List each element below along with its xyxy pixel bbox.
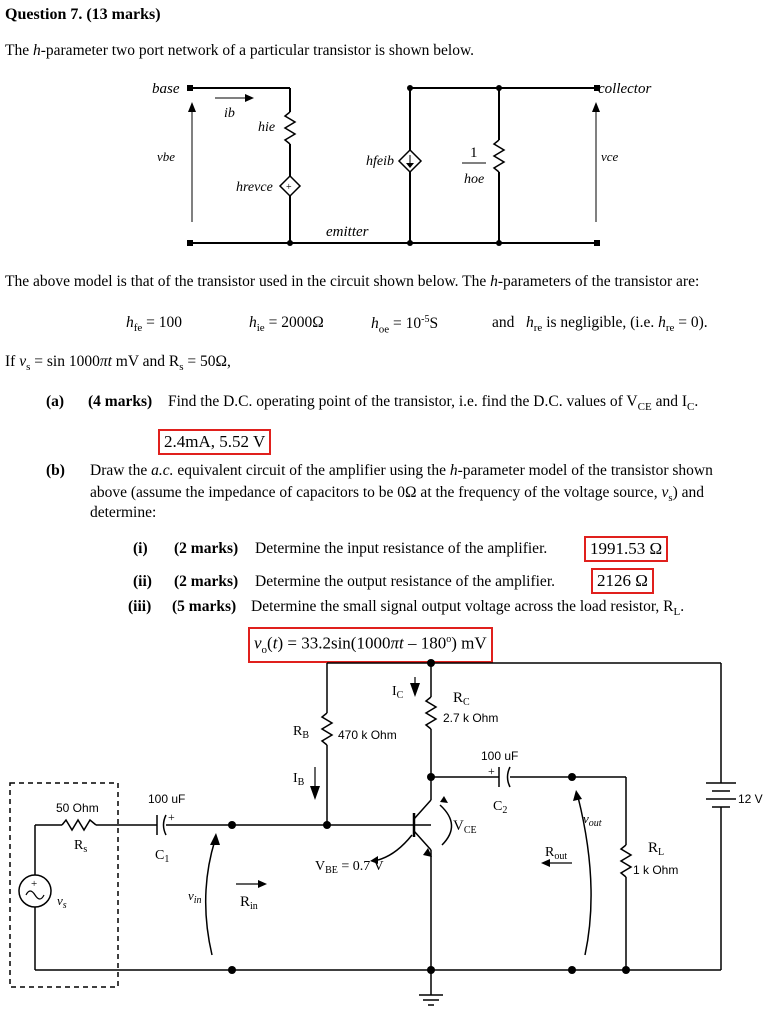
model-text: The above model is that of the transistor used in the circuit shown below. The h-parameters of the transistor are:: [5, 273, 700, 290]
rc-label: $R_C$: [453, 690, 470, 708]
item-iii-marks: (5 marks): [172, 598, 237, 615]
base-label: base: [152, 81, 180, 97]
param-hre: and $h_{re}$ is negligible, (i.e. $h_{re} = 0$).: [492, 314, 708, 335]
item-iii-answer: $v_o(t) = 33.2\sin(1000\pi t - 180^o)$ mV: [248, 627, 493, 663]
item-i-num: (i): [133, 540, 148, 557]
part-b-text-2: above (assume the impedance of capacitors to be 0Ω at the frequency of the voltage source, $v_s$) and: [90, 484, 705, 505]
item-ii-num: (ii): [133, 573, 152, 590]
vce-label: vce: [601, 149, 619, 164]
item-ii-answer: 2126 Ω: [591, 568, 654, 594]
part-b-text-3: determine:: [90, 504, 157, 521]
item-iii-text: Determine the small signal output voltage across the load resistor, $R_L$.: [251, 598, 685, 619]
part-a-label: (a): [46, 393, 65, 410]
question-heading: Question 7. (13 marks): [5, 6, 161, 23]
rs-value-label: 50 Ohm: [56, 801, 99, 815]
rl-label: $R_L$: [648, 840, 665, 858]
source-line: If $v_s = \sin 1000\pi t$ mV and $R_s = 50\Omega$,: [5, 353, 231, 374]
rout-label: $R_{out}$: [545, 845, 568, 862]
ib-label: ib: [224, 106, 235, 121]
vs-label: $v_s$: [57, 893, 67, 911]
rb-value-label: 470 k Ohm: [338, 728, 397, 742]
svg-text:+: +: [488, 764, 495, 778]
rin-label: $R_{in}$: [240, 894, 258, 912]
item-i-text: Determine the input resistance of the amplifier.: [255, 540, 548, 557]
param-hfe: $h_{fe} = 100$: [126, 314, 183, 335]
rc-value-label: 2.7 k Ohm: [443, 711, 499, 725]
c2-label: $C_2$: [493, 799, 508, 816]
param-hie: $h_{ie} = 2000\Omega$: [249, 314, 324, 335]
c2-value-label: 100 uF: [481, 749, 519, 763]
ic-label: $I_C$: [392, 684, 404, 701]
part-a-text: Find the D.C. operating point of the transistor, i.e. find the D.C. values of $V_{CE}$ and $I_C$.: [168, 393, 699, 414]
c1-label: $C_1$: [155, 848, 170, 865]
part-b-label: (b): [46, 462, 65, 479]
svg-text:+: +: [168, 810, 175, 824]
vout-label: $v_{out}$: [583, 811, 602, 829]
vce-label: $V_{CE}$: [453, 818, 477, 836]
hoe-denominator: hoe: [464, 172, 485, 187]
ib-label: $I_B$: [293, 771, 305, 788]
item-iii-num: (iii): [128, 598, 152, 615]
emitter-label: emitter: [326, 224, 369, 240]
intro-text: The h-parameter two port network of a particular transistor is shown below.: [5, 42, 475, 59]
part-b-text-1: Draw the a.c. equivalent circuit of the amplifier using the h-parameter model of the transistor shown: [90, 462, 713, 479]
vbe-label: $V_{BE} = 0.7$ V: [315, 859, 384, 876]
item-i-marks: (2 marks): [174, 540, 239, 557]
hfeib-label: hfeib: [366, 154, 394, 169]
vin-label: $v_{in}$: [188, 888, 202, 906]
c1-value-label: 100 uF: [148, 792, 186, 806]
supply-label: 12 V: [738, 792, 763, 806]
item-ii-marks: (2 marks): [174, 573, 239, 590]
rs-label: $R_s$: [74, 838, 88, 855]
item-ii-text: Determine the output resistance of the amplifier.: [255, 573, 555, 590]
item-i-answer: 1991.53 Ω: [584, 536, 668, 562]
hrevce-label: hrevce: [236, 180, 273, 195]
hoe-numerator: 1: [470, 145, 478, 161]
collector-label: collector: [598, 81, 652, 97]
part-a-marks: (4 marks): [88, 393, 153, 410]
rl-value-label: 1 k Ohm: [633, 863, 679, 877]
part-a-answer: 2.4mA, 5.52 V: [158, 429, 271, 455]
hie-label: hie: [258, 120, 276, 135]
svg-text:+: +: [286, 182, 292, 193]
vbe-label: vbe: [157, 149, 176, 164]
rb-label: $R_B$: [293, 724, 310, 741]
param-hoe: $h_{oe} = 10^{-5}S$: [371, 314, 439, 336]
amplifier-circuit-diagram: [0, 655, 783, 1024]
svg-text:+: +: [31, 878, 38, 890]
h-parameter-model-diagram: [0, 0, 783, 270]
